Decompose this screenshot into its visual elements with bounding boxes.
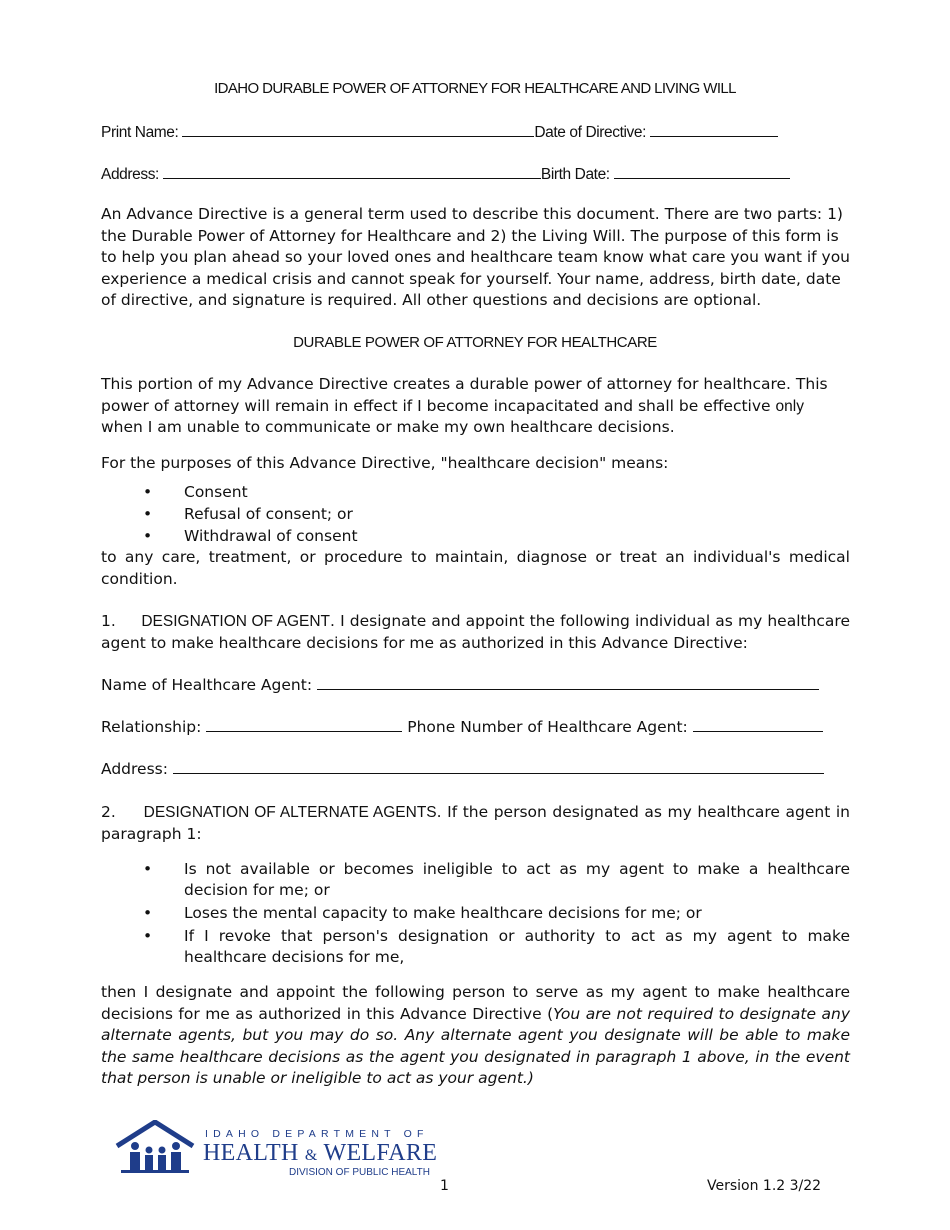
section-2-paragraph [101,802,850,845]
agent-relationship-row [101,717,823,736]
closing-paragraph [101,982,850,1090]
date-of-directive-label: Date of Directive: [534,124,647,141]
intro-paragraph: An Advance Directive is a general term used to describe this document. There are two parts: 1) the Durable Power of Attorney for Healthcare and 2) the Living Will. The purpose of this form is to help you plan ahead so your loved ones and healthcare team know what care you want if you experience a medical crisis and cannot speak for yourself. Your name, address, birth date, date of directive, and signature is required. All other questions and decisions are optional. [101,205,851,309]
alternate-list [101,859,850,968]
section-2-text: . If the person designated as my healthcare agent in paragraph 1: [101,803,851,843]
section-1-heading: DESIGNATION OF AGENT [141,613,331,630]
section-2-heading: DESIGNATION OF ALTERNATE AGENTS [143,804,437,821]
relationship-field[interactable] [206,717,402,732]
portion-text-after: when I am unable to communicate or make my own healthcare decisions. [101,418,675,436]
portion-emphasis: only [775,397,804,415]
section-title: DURABLE POWER OF ATTORNEY FOR HEALTHCARE [293,334,657,351]
logo-department: IDAHO DEPARTMENT OF [205,1128,429,1140]
header-row-2 [101,164,790,184]
agent-name-field[interactable] [317,675,819,690]
list-item: • Is not available or becomes ineligible to act as my agent to make a healthcare decision for me; or [143,860,850,899]
birth-date-label: Birth Date: [540,166,610,183]
family-house-icon [115,1120,195,1178]
agent-phone-label: Phone Number of Healthcare Agent: [407,718,688,736]
list-item: • If I revoke that person's designation or authority to act as my agent to make healthcare decisions for me, [143,927,850,966]
decision-tail: to any care, treatment, or procedure to maintain, diagnose or treat an individual's medical condition. [101,548,850,588]
list-item: • Consent [143,483,248,501]
agent-address-field[interactable] [173,759,824,774]
address-label: Address: [101,166,159,183]
section-1-paragraph [101,611,850,654]
logo-division: DIVISION OF PUBLIC HEALTH [289,1167,430,1178]
agent-name-label: Name of Healthcare Agent: [101,676,313,694]
closing-text: then I designate and appoint the following person to serve as my agent to make healthcare decisions for me as authorized in this Advance Directive ( [101,983,850,1023]
relationship-label: Relationship: [101,718,202,736]
address-field[interactable] [163,164,541,179]
closing-italic: You are not required to designate any alternate agents, but you may do so. Any alternate agent you designate will be able to make the same healthcare decisions as the agent you designated in paragraph 1 above, in the event that person is unable or ineligible to act as your agent.) [101,1004,850,1087]
agent-name-row [101,675,819,694]
logo-name: HEALTH & WELFARE [203,1140,438,1166]
agent-address-row [101,759,824,778]
section-1-text: . I designate and appoint the following individual as my healthcare agent to make healthcare decisions for me as authorized in this Advance Directive: [101,612,851,652]
print-name-field[interactable] [182,122,534,137]
date-of-directive-field[interactable] [650,122,778,137]
decision-list [101,481,850,547]
section-2-number: 2. [101,803,116,821]
idhw-logo [115,1120,438,1180]
list-item: • Refusal of consent; or [143,505,353,523]
agent-phone-field[interactable] [693,717,823,732]
document-title: IDAHO DURABLE POWER OF ATTORNEY FOR HEALTHCARE AND LIVING WILL [214,80,736,97]
portion-paragraph [101,374,850,439]
header-row-1 [101,122,778,142]
section-1-number: 1. [101,612,116,630]
birth-date-field[interactable] [614,164,790,179]
portion-text: This portion of my Advance Directive creates a durable power of attorney for healthcare. This power of attorney will remain in effect if I become incapacitated and shall be effective [101,375,828,415]
version-label: Version 1.2 3/22 [707,1178,822,1194]
list-item: • Withdrawal of consent [143,527,358,545]
agent-address-label: Address: [101,760,168,778]
print-name-label: Print Name: [101,124,179,141]
list-item: • Loses the mental capacity to make healthcare decisions for me; or [143,904,702,922]
page-number: 1 [440,1178,449,1194]
purposes-intro: For the purposes of this Advance Directive, "healthcare decision" means: [101,454,669,472]
